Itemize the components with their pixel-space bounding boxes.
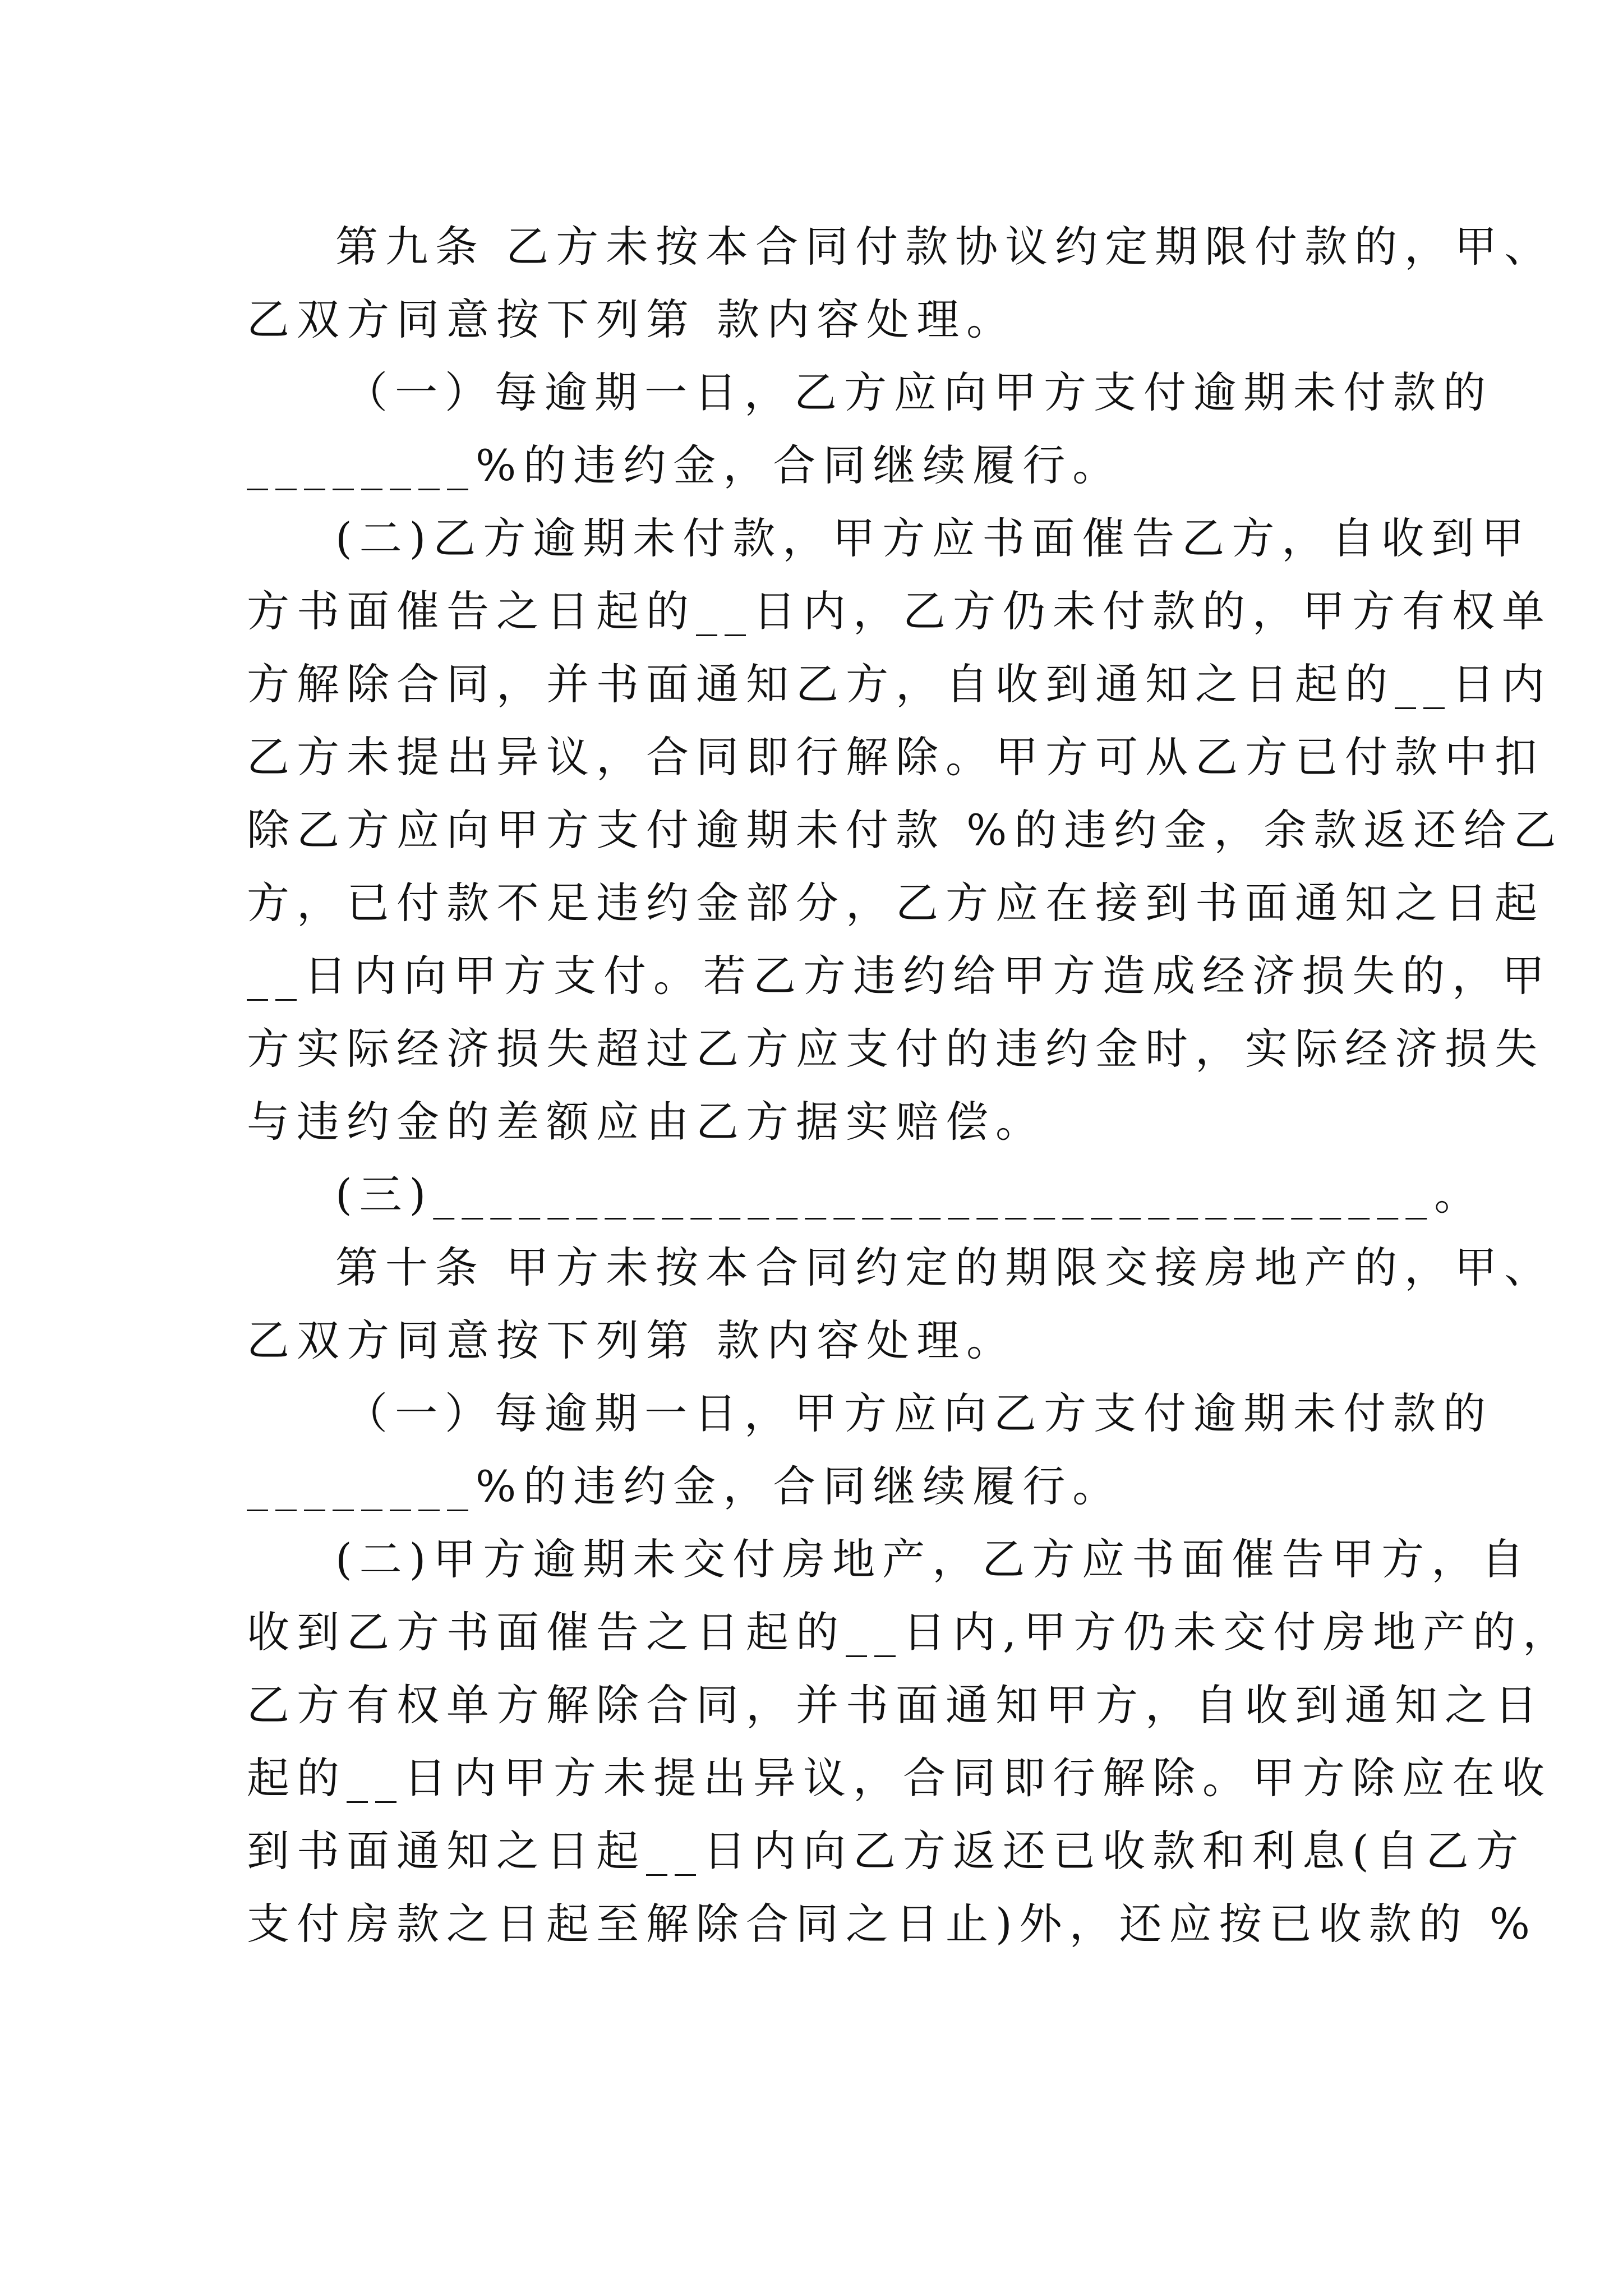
article-10-heading: 第十条 甲方未按本合同约定的期限交接房地产的，甲、	[335, 1243, 1555, 1292]
clause-9-1: （一）每逾期一日，乙方应向甲方支付逾期未付款的	[345, 367, 1493, 417]
article-9-heading: 第九条 乙方未按本合同付款协议约定期限付款的，甲、	[335, 222, 1555, 272]
clause-9-2: (二)乙方逾期未付款，甲方应书面催告乙方，自收到甲	[335, 513, 1532, 563]
clause-9-2-line-3: 方解除合同，并书面通知乙方，自收到通知之日起的__日内	[247, 659, 1552, 709]
clause-10-2-line-2: 收到乙方书面催告之日起的__日内,甲方仍未交付房地产的，	[247, 1607, 1573, 1657]
clause-9-2-line-4: 乙方未提出异议，合同即行解除。甲方可从乙方已付款中扣	[247, 732, 1544, 782]
clause-10-2-line-3: 乙方有权单方解除合同，并书面通知甲方，自收到通知之日	[247, 1680, 1544, 1730]
clause-9-3: (三)___________________________________。	[335, 1170, 1484, 1220]
article-9-heading-cont: 乙双方同意按下列第 款内容处理。	[247, 295, 1017, 344]
clause-10-2-line-6: 支付房款之日起至解除合同之日止)外，还应按已收款的 %	[247, 1899, 1538, 1949]
clause-9-2-line-7: __日内向甲方支付。若乙方违约给甲方造成经济损失的，甲	[247, 951, 1552, 1001]
clause-10-2: (二)甲方逾期未交付房地产，乙方应书面催告甲方，自	[335, 1534, 1532, 1584]
clause-9-1-cont: ________%的违约金，合同继续履行。	[247, 440, 1123, 490]
clause-10-2-line-4: 起的__日内甲方未提出异议，合同即行解除。甲方除应在收	[247, 1753, 1552, 1803]
article-10-heading-cont: 乙双方同意按下列第 款内容处理。	[247, 1315, 1017, 1365]
clause-9-2-line-5: 除乙方应向甲方支付逾期未付款 %的违约金，余款返还给乙	[247, 805, 1564, 855]
clause-9-2-line-2: 方书面催告之日起的__日内，乙方仍未付款的，甲方有权单	[247, 586, 1552, 636]
clause-10-1-cont: ________%的违约金，合同继续履行。	[247, 1461, 1123, 1511]
clause-9-2-line-9: 与违约金的差额应由乙方据实赔偿。	[247, 1097, 1045, 1147]
clause-10-1: （一）每逾期一日，甲方应向乙方支付逾期未付款的	[345, 1388, 1493, 1438]
clause-10-2-line-5: 到书面通知之日起__日内向乙方返还已收款和利息(自乙方	[247, 1826, 1526, 1876]
clause-9-2-line-6: 方，已付款不足违约金部分，乙方应在接到书面通知之日起	[247, 878, 1544, 928]
clause-9-2-line-8: 方实际经济损失超过乙方应支付的违约金时，实际经济损失	[247, 1024, 1544, 1074]
